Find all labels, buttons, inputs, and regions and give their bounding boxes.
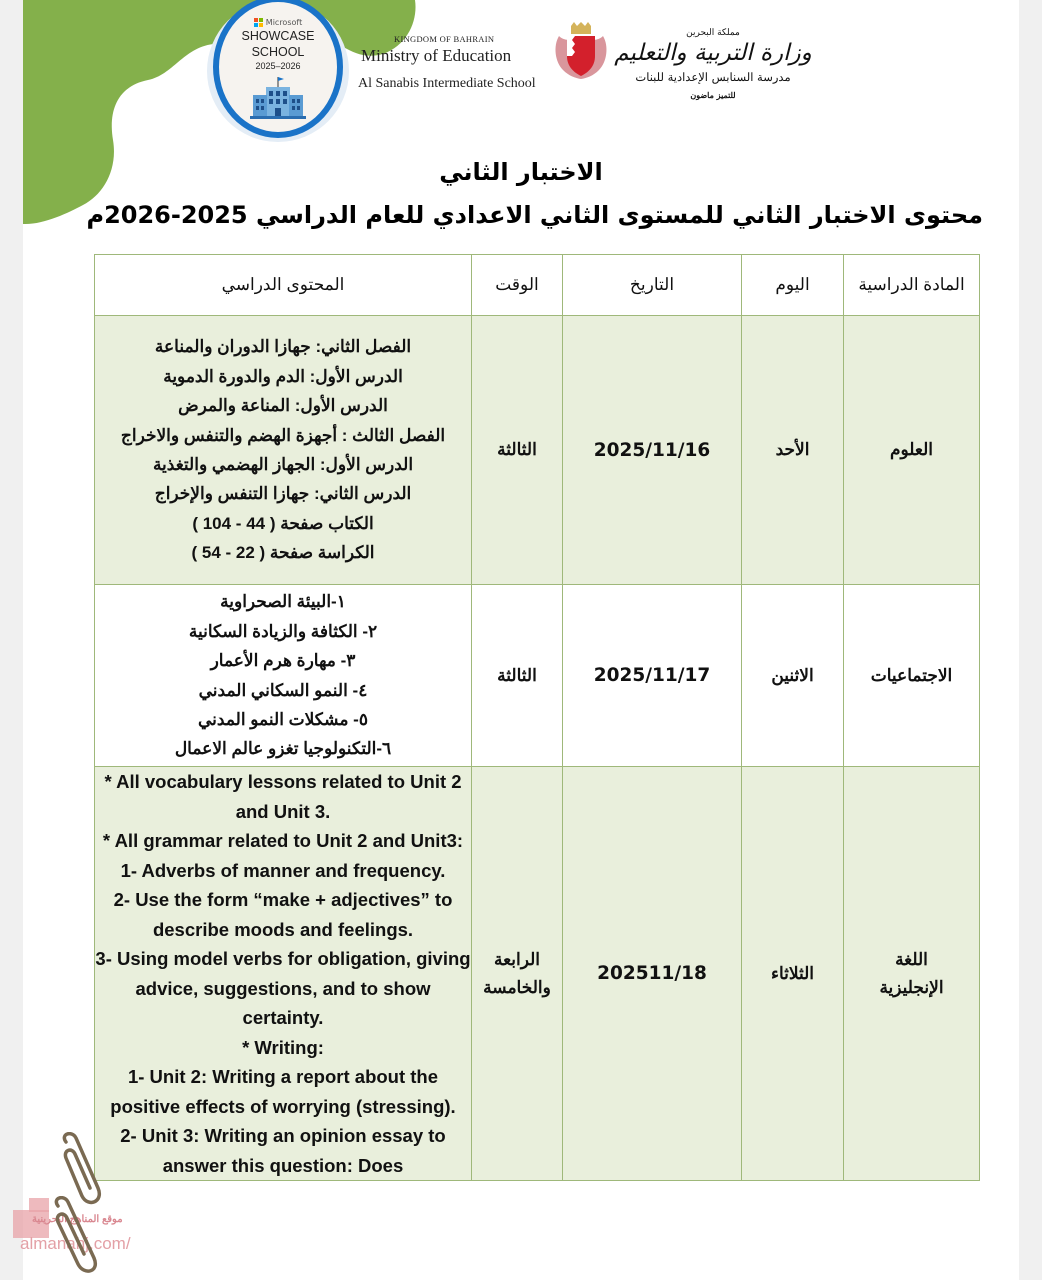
cell-day: الأحد xyxy=(742,316,844,585)
content-line: الدرس الأول: المناعة والمرض xyxy=(178,396,388,416)
cell-subject: العلوم xyxy=(844,316,980,585)
content-line: الدرس الثاني: جهازا التنفس والإخراج xyxy=(154,484,412,504)
table-row xyxy=(95,585,980,767)
school-name: Al Sanabis Intermediate School xyxy=(358,76,536,91)
table-row xyxy=(95,767,980,1181)
exam-schedule-table xyxy=(94,254,980,1181)
cell-time xyxy=(472,767,563,1181)
content-line: * Writing: xyxy=(242,1036,324,1058)
table-row xyxy=(95,316,980,585)
ministry-label-ar: وزارة التربية والتعليم xyxy=(614,40,812,66)
content-line: * All grammar related to Unit 2 and Unit3: xyxy=(102,830,464,851)
watermark-block xyxy=(29,1198,49,1212)
cell-day: الاثنين xyxy=(742,585,844,767)
content-line: 2- Use the form “make + adjectives” to describe moods and feelings. xyxy=(113,889,453,940)
ministry-label: Ministry of Education xyxy=(361,46,512,65)
header-day: اليوم xyxy=(742,255,844,316)
cell-content xyxy=(95,316,472,585)
date-value: 2025/11/17 xyxy=(593,665,711,686)
content-line: الكتاب صفحة ( 44 - 104 ) xyxy=(192,513,374,533)
header-content: المحتوى الدراسي xyxy=(95,255,472,316)
page-title: الاختبار الثاني xyxy=(439,158,603,186)
date-value: 202511/18 xyxy=(597,963,707,984)
content-line: الكراسة صفحة ( 22 - 54 ) xyxy=(191,543,375,563)
content-line: ٤- النمو السكاني المدني xyxy=(198,680,368,700)
subject-line: الإنجليزية xyxy=(879,977,944,997)
content-line: الدرس الأول: الدم والدورة الدموية xyxy=(163,366,403,386)
cell-date xyxy=(563,585,742,767)
badge-title-line1: SHOWCASE xyxy=(241,29,315,43)
content-line: الفصل الثاني: جهازا الدوران والمناعة xyxy=(154,337,412,357)
cell-subject: الاجتماعيات xyxy=(844,585,980,767)
cell-subject xyxy=(844,767,980,1181)
cell-content xyxy=(95,585,472,767)
content-line: ٢- الكثافة والزيادة السكانية xyxy=(188,621,378,641)
cell-content xyxy=(95,767,472,1181)
header-subject: المادة الدراسية xyxy=(844,255,980,316)
bahrain-coat-of-arms-icon xyxy=(553,22,609,80)
badge-title-line2: SCHOOL xyxy=(251,45,305,59)
ministry-header-english xyxy=(358,34,536,92)
header-date: التاريخ xyxy=(563,255,742,316)
cell-time: الثالثة xyxy=(472,316,563,585)
cell-day xyxy=(742,767,844,1181)
kingdom-label: KINGDOM OF BAHRAIN xyxy=(394,34,495,44)
subject-line: اللغة xyxy=(895,949,928,969)
ministry-header-arabic xyxy=(613,28,813,100)
time-line: والخامسة xyxy=(483,977,551,997)
badge-brand: Microsoft xyxy=(265,18,303,27)
cell-date xyxy=(563,767,742,1181)
paperclip-icon xyxy=(50,1196,102,1276)
watermark-site: almanahj.com/ xyxy=(20,1234,131,1253)
table-header-row xyxy=(95,255,980,316)
content-line: ٥- مشكلات النمو المدني xyxy=(198,709,368,729)
microsoft-logo-icon xyxy=(254,18,263,27)
content-line: * All vocabulary lessons related to Unit 2 and Unit 3. xyxy=(104,771,462,822)
school-building-icon xyxy=(250,75,306,119)
content-line: 1- Adverbs of manner and frequency. xyxy=(120,859,446,881)
header-time: الوقت xyxy=(472,255,563,316)
content-line: ٣- مهارة هرم الأعمار xyxy=(210,651,356,671)
cell-date xyxy=(563,316,742,585)
page-subtitle: محتوى الاختبار الثاني للمستوى الثاني الاعدادي للعام الدراسي 2025-2026م xyxy=(86,201,983,229)
day-value: الثلاثاء xyxy=(770,963,815,983)
date-value: 2025/11/16 xyxy=(593,439,711,461)
content-line: الفصل الثالث : أجهزة الهضم والتنفس والاخراج xyxy=(120,425,446,445)
content-line: الدرس الأول: الجهاز الهضمي والتغذية xyxy=(152,455,414,474)
school-name-ar: مدرسة السنابس الإعدادية للبنات xyxy=(635,70,791,84)
badge-year: 2025–2026 xyxy=(255,61,301,71)
school-motto-ar: للتميز ماضون xyxy=(690,90,736,100)
cell-time: الثالثة xyxy=(472,585,563,767)
content-line: 2- Unit 3: Writing an opinion essay to answer this question: Does xyxy=(120,1125,446,1176)
watermark-label-ar: موقع المناهج البحرينية xyxy=(32,1214,123,1225)
document-page xyxy=(23,0,1019,1280)
content-line: 3- Using model verbs for obligation, giving advice, suggestions, and to show certainty. xyxy=(95,948,471,1028)
kingdom-label-ar: مملكة البحرين xyxy=(686,28,740,38)
content-line: ٦-التكنولوجيا تغزو عالم الاعمال xyxy=(174,739,392,759)
content-line: 1- Unit 2: Writing a report about the positive effects of worrying (stressing). xyxy=(110,1066,456,1117)
content-line: ١-البيئة الصحراوية xyxy=(220,592,346,612)
showcase-school-badge xyxy=(207,0,349,142)
time-line: الرابعة xyxy=(493,949,541,969)
